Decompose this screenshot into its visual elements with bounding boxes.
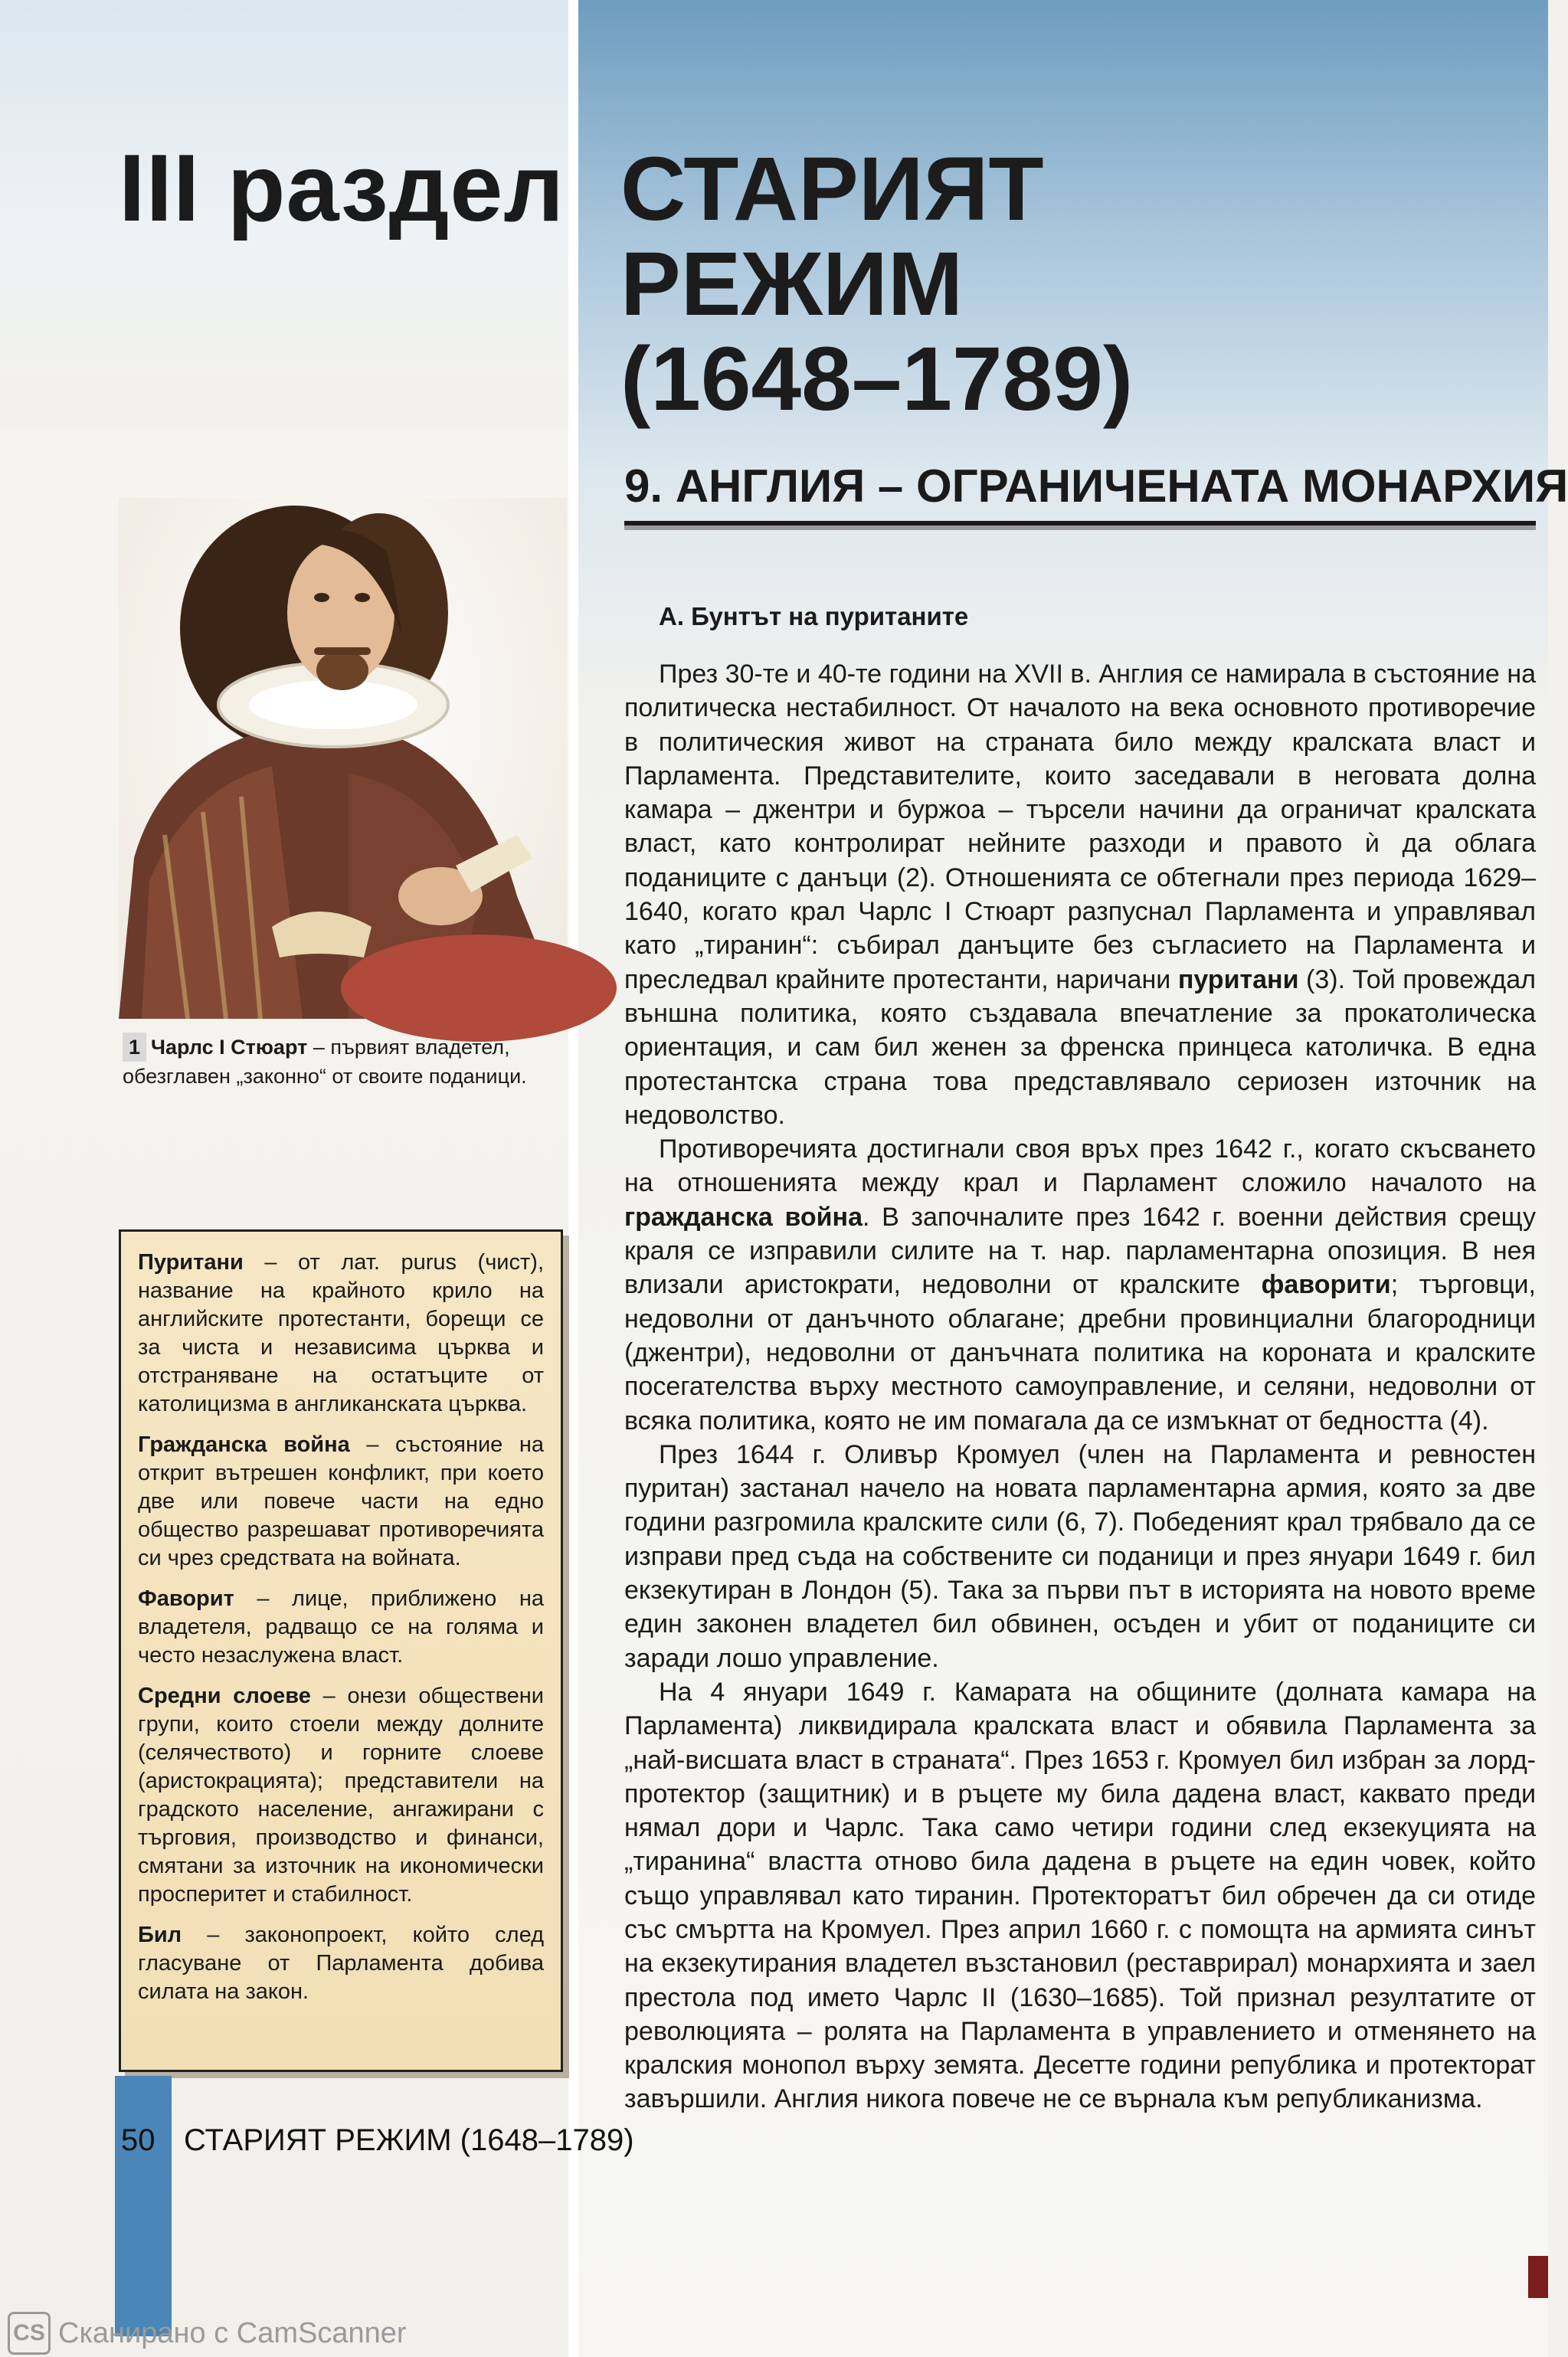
page-edge-mark bbox=[1528, 2256, 1548, 2298]
running-title: СТАРИЯТ РЕЖИМ (1648–1789) bbox=[184, 2123, 634, 2157]
key-term: гражданска война bbox=[624, 1202, 863, 1232]
text-run: През 1644 г. Оливър Кромуел (член на Парламента и ревностен пуритан) застанал начело на новата парламентарна армия, която за две години разгромила кралските сили (6, 7). Победеният крал трябвало да се изправи пред съда на собствените си поданици и през януари 1649 г. бил екзекутиран в Лондон (5). Така за първи път в историята на новото време един законен владетел бил обвинен, осъден и убит от поданиците си заради лошо управление. bbox=[624, 1439, 1536, 1673]
body-paragraph bbox=[624, 657, 1536, 1132]
figure-caption bbox=[123, 1033, 571, 1091]
portrait-charles-i-image bbox=[119, 498, 567, 1019]
glossary-entry bbox=[138, 1585, 544, 1670]
glossary-term: Бил bbox=[138, 1923, 182, 1947]
glossary-term: Гражданска война bbox=[138, 1432, 350, 1457]
page-number: 50 bbox=[121, 2123, 155, 2157]
text-run: . В започналите през 1642 г. военни действия срещу краля се изправили силите на т. нар. парламентарна опозиция. В нея влизали аристократи, недоволни от кралските bbox=[624, 1202, 1536, 1300]
era-title: СТАРИЯТ РЕЖИМ (1648–1789) bbox=[620, 139, 1134, 430]
glossary-definition: – състояние на открит вътрешен конфликт, при което две или повече части на едно общество разрешават противоречията си чрез средствата на войната. bbox=[138, 1432, 544, 1570]
body-paragraph bbox=[624, 1438, 1536, 1675]
key-term: фаворити bbox=[1261, 1270, 1391, 1300]
text-run: На 4 януари 1649 г. Камарата на общините (долната камара на Парламента) ликвидирала кралската власт и обявила Парламента за „най-висшата власт в страната“. През 1653 г. Кромуел бил избран за лорд-протектор (защитник) и в ръцете му била дадена власт, каквато преди нямал дори и Чарлс. Така само четири години след екзекуцията на „тиранина“ властта отново била дадена в ръцете на един човек, който също управлявал като тиранин. Протекторатът бил обречен да си отиде със смъртта на Кромуел. През април 1660 г. с помощта на армията синът на екзекутирания владетел възстановил (реставрирал) монархията и заел престола под името Чарлс II (1630–1685). Той признал резултатите от революцията – ролята на Парламента в управлението и отменянето на кралския монопол върху земята. Десетте години република и протекторат завършили. Англия никога повече не се върнала към републиканизма. bbox=[624, 1677, 1536, 2114]
glossary-entry bbox=[138, 1921, 544, 2006]
glossary-definition: – законопроект, който след гласуване от Парламента добива силата на закон. bbox=[138, 1923, 544, 2004]
glossary-definition: – лице, приближено на владетеля, радващо се на голяма и често незаслужена власт. bbox=[138, 1586, 544, 1668]
glossary-definition: – от лат. purus (чист), название на крайното крило на английските протестанти, борещи се за чиста и независима църква и отстраняване на остатъците от католицизма в англиканската църква. bbox=[138, 1250, 544, 1416]
text-run: Противоречията достигнали своя връх през 1642 г., когато скъсването на отношенията между крал и Парламент сложило началото на bbox=[624, 1134, 1536, 1198]
glossary-term: Фаворит bbox=[138, 1586, 234, 1611]
glossary-entry bbox=[138, 1682, 544, 1909]
glossary-term: Пуритани bbox=[138, 1250, 244, 1275]
glossary-definition: – онези обществени групи, които стоели между долните (селячеството) и горните слоеве (аристокрацията); представители на градското население, ангажирани с търговия, производство и финанси, смятани за източник на икономически просперитет и стабилност. bbox=[138, 1684, 544, 1907]
camscanner-logo-icon: CS bbox=[8, 2312, 51, 2355]
body-paragraph bbox=[624, 1132, 1536, 1438]
glossary-box bbox=[119, 1229, 563, 2072]
subheading: А. Бунтът на пуританите bbox=[659, 602, 969, 630]
text-run: (3). Той провеждал външна политика, която създавала впечатление за прокатолическа ориентация, и сам бил женен за френска принцеса католичка. В една протестантска страна това представлявало сериозен източник на недоволство. bbox=[624, 964, 1536, 1130]
figure-caption-name: Чарлс I Стюарт bbox=[151, 1036, 308, 1059]
page-number-strip bbox=[115, 2076, 172, 2336]
glossary-term: Средни слоеве bbox=[138, 1684, 311, 1708]
scanner-watermark-text: Сканирано с CamScanner bbox=[58, 2316, 407, 2349]
chapter-title: 9. АНГЛИЯ – ОГРАНИЧЕНАТА МОНАРХИЯ bbox=[624, 460, 1568, 512]
body-text bbox=[624, 657, 1536, 2114]
figure-number: 1 bbox=[123, 1033, 146, 1062]
section-label: III раздел bbox=[119, 136, 565, 241]
key-term: пуритани bbox=[1177, 964, 1299, 994]
glossary-entry bbox=[138, 1249, 544, 1419]
chapter-title-rule-shadow bbox=[624, 525, 1536, 530]
body-paragraph bbox=[624, 1675, 1536, 2116]
text-run: През 30-те и 40-те години на XVII в. Англия се намирала в състояние на политическа нестабилност. От началото на века основното противоречие в политическия живот на страната било между кралската власт и Парламента. Представителите, които заседавали в неговата долна камара – джентри и буржоа – търсели начини да ограничат кралската власт, като контролират нейните разходи и правото ѝ да облага поданиците с данъци (2). Отношенията се обтегнали през периода 1629–1640, когато крал Чарлс I Стюарт разпуснал Парламента и управлявал като „тиранин“: събирал данъците без съгласието на Парламента и преследвал крайните протестанти, наричани bbox=[624, 660, 1536, 994]
column-divider bbox=[568, 0, 578, 2357]
scanner-watermark bbox=[8, 2312, 407, 2355]
glossary-entry bbox=[138, 1431, 544, 1573]
figure-caption-text: – първият владетел, обезглавен „законно“ от своите поданици. bbox=[123, 1036, 527, 1088]
text-run: ; търговци, недоволни от данъчното облагане; дребни провинциални благородници (джентри), недоволни от данъчната политика на короната и кралските посегателства върху местното самоуправление, и селяни, недоволни от всяка политика, която не им помагала да се измъкнат от бедността (4). bbox=[624, 1270, 1536, 1435]
